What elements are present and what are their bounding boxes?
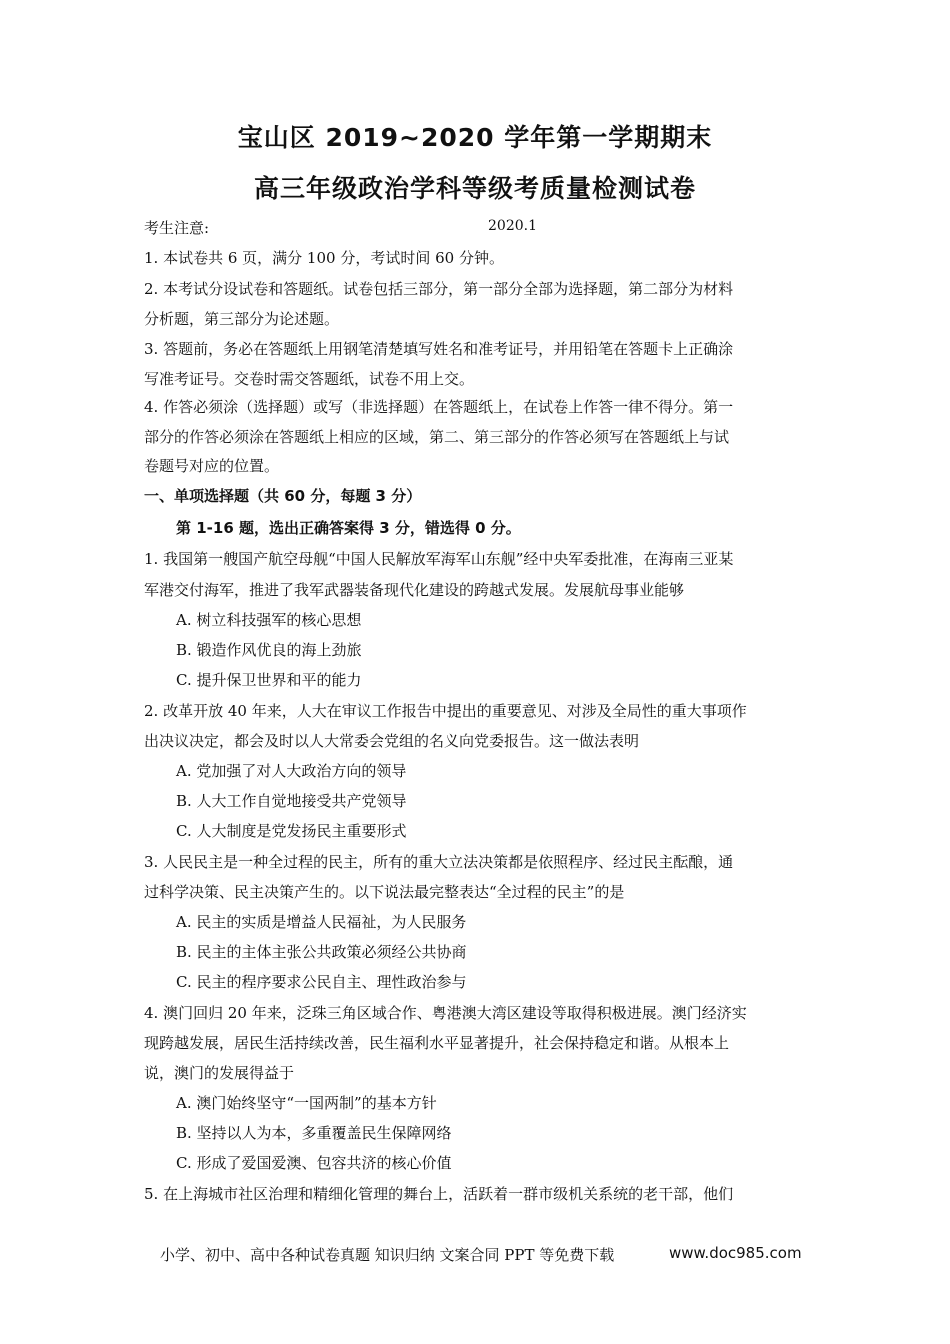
notice-line: 卷题号对应的位置。 <box>144 457 280 475</box>
section-heading: 一、单项选择题（共 60 分，每题 3 分） <box>144 487 422 505</box>
question-3-stem: 3. 人民民主是一种全过程的民主，所有的重大立法决策都是依照程序、经过民主酝酿，通 <box>144 853 734 871</box>
question-1-option-b: B. 锻造作风优良的海上劲旅 <box>176 641 362 659</box>
question-1-stem: 军港交付海军，推进了我军武器装备现代化建设的跨越式发展。发展航母事业能够 <box>144 581 685 599</box>
question-2-stem: 2. 改革开放 40 年来，人大在审议工作报告中提出的重要意见、对涉及全局性的重大事项作 <box>144 702 747 720</box>
question-3-stem: 过科学决策、民主决策产生的。以下说法最完整表达“全过程的民主”的是 <box>144 883 625 901</box>
question-2-stem: 出决议决定，都会及时以人大常委会党组的名义向党委报告。这一做法表明 <box>144 732 640 750</box>
notice-line: 4. 作答必须涂（选择题）或写（非选择题）在答题纸上，在试卷上作答一律不得分。第一 <box>144 398 734 416</box>
question-2-option-a: A. 党加强了对人大政治方向的领导 <box>176 762 407 780</box>
section-instruction: 第 1-16 题，选出正确答案得 3 分，错选得 0 分。 <box>176 519 521 537</box>
notice-line: 1. 本试卷共 6 页，满分 100 分，考试时间 60 分钟。 <box>144 249 504 267</box>
question-4-option-b: B. 坚持以人为本，多重覆盖民生保障网络 <box>176 1124 452 1142</box>
notice-line: 写准考证号。交卷时需交答题纸，试卷不用上交。 <box>144 370 475 388</box>
question-3-option-b: B. 民主的主体主张公共政策必须经公共协商 <box>176 943 467 961</box>
exam-date: 2020.1 <box>488 218 537 234</box>
question-4-stem: 4. 澳门回归 20 年来，泛珠三角区域合作、粤港澳大湾区建设等取得积极进展。澳门经济实 <box>144 1004 747 1022</box>
question-3-option-c: C. 民主的程序要求公民自主、理性政治参与 <box>176 973 467 991</box>
question-4-option-a: A. 澳门始终坚守“一国两制”的基本方针 <box>176 1094 437 1112</box>
question-4-stem: 现跨越发展，居民生活持续改善，民生福利水平显著提升，社会保持稳定和谐。从根本上 <box>144 1034 730 1052</box>
footer-text: 小学、初中、高中各种试卷真题 知识归纳 文案合同 PPT 等免费下载 <box>160 1246 615 1264</box>
notice-line: 部分的作答必须涂在答题纸上相应的区域，第二、第三部分的作答必须写在答题纸上与试 <box>144 428 730 446</box>
question-1-option-a: A. 树立科技强军的核心思想 <box>176 611 362 629</box>
exam-title-line-2: 高三年级政治学科等级考质量检测试卷 <box>253 174 696 203</box>
question-3-option-a: A. 民主的实质是增益人民福祉，为人民服务 <box>176 913 467 931</box>
notice-line: 3. 答题前，务必在答题纸上用钢笔清楚填写姓名和准考证号，并用铅笔在答题卡上正确涂 <box>144 340 734 358</box>
notice-label: 考生注意: <box>144 219 210 237</box>
question-2-option-b: B. 人大工作自觉地接受共产党领导 <box>176 792 407 810</box>
question-1-stem: 1. 我国第一艘国产航空母舰“中国人民解放军海军山东舰”经中央军委批准，在海南三亚某 <box>144 550 734 568</box>
question-5-stem: 5. 在上海城市社区治理和精细化管理的舞台上，活跃着一群市级机关系统的老干部，他们 <box>144 1185 734 1203</box>
question-2-option-c: C. 人大制度是党发扬民主重要形式 <box>176 822 407 840</box>
notice-line: 分析题，第三部分为论述题。 <box>144 310 340 328</box>
notice-line: 2. 本考试分设试卷和答题纸。试卷包括三部分，第一部分全部为选择题，第二部分为材料 <box>144 280 734 298</box>
footer-url[interactable]: www.doc985.com <box>669 1244 802 1262</box>
exam-title-line-1: 宝山区 2019~2020 学年第一学期期末 <box>237 123 713 152</box>
question-1-option-c: C. 提升保卫世界和平的能力 <box>176 671 362 689</box>
question-4-stem: 说，澳门的发展得益于 <box>144 1064 295 1082</box>
question-4-option-c: C. 形成了爱国爱澳、包容共济的核心价值 <box>176 1154 452 1172</box>
